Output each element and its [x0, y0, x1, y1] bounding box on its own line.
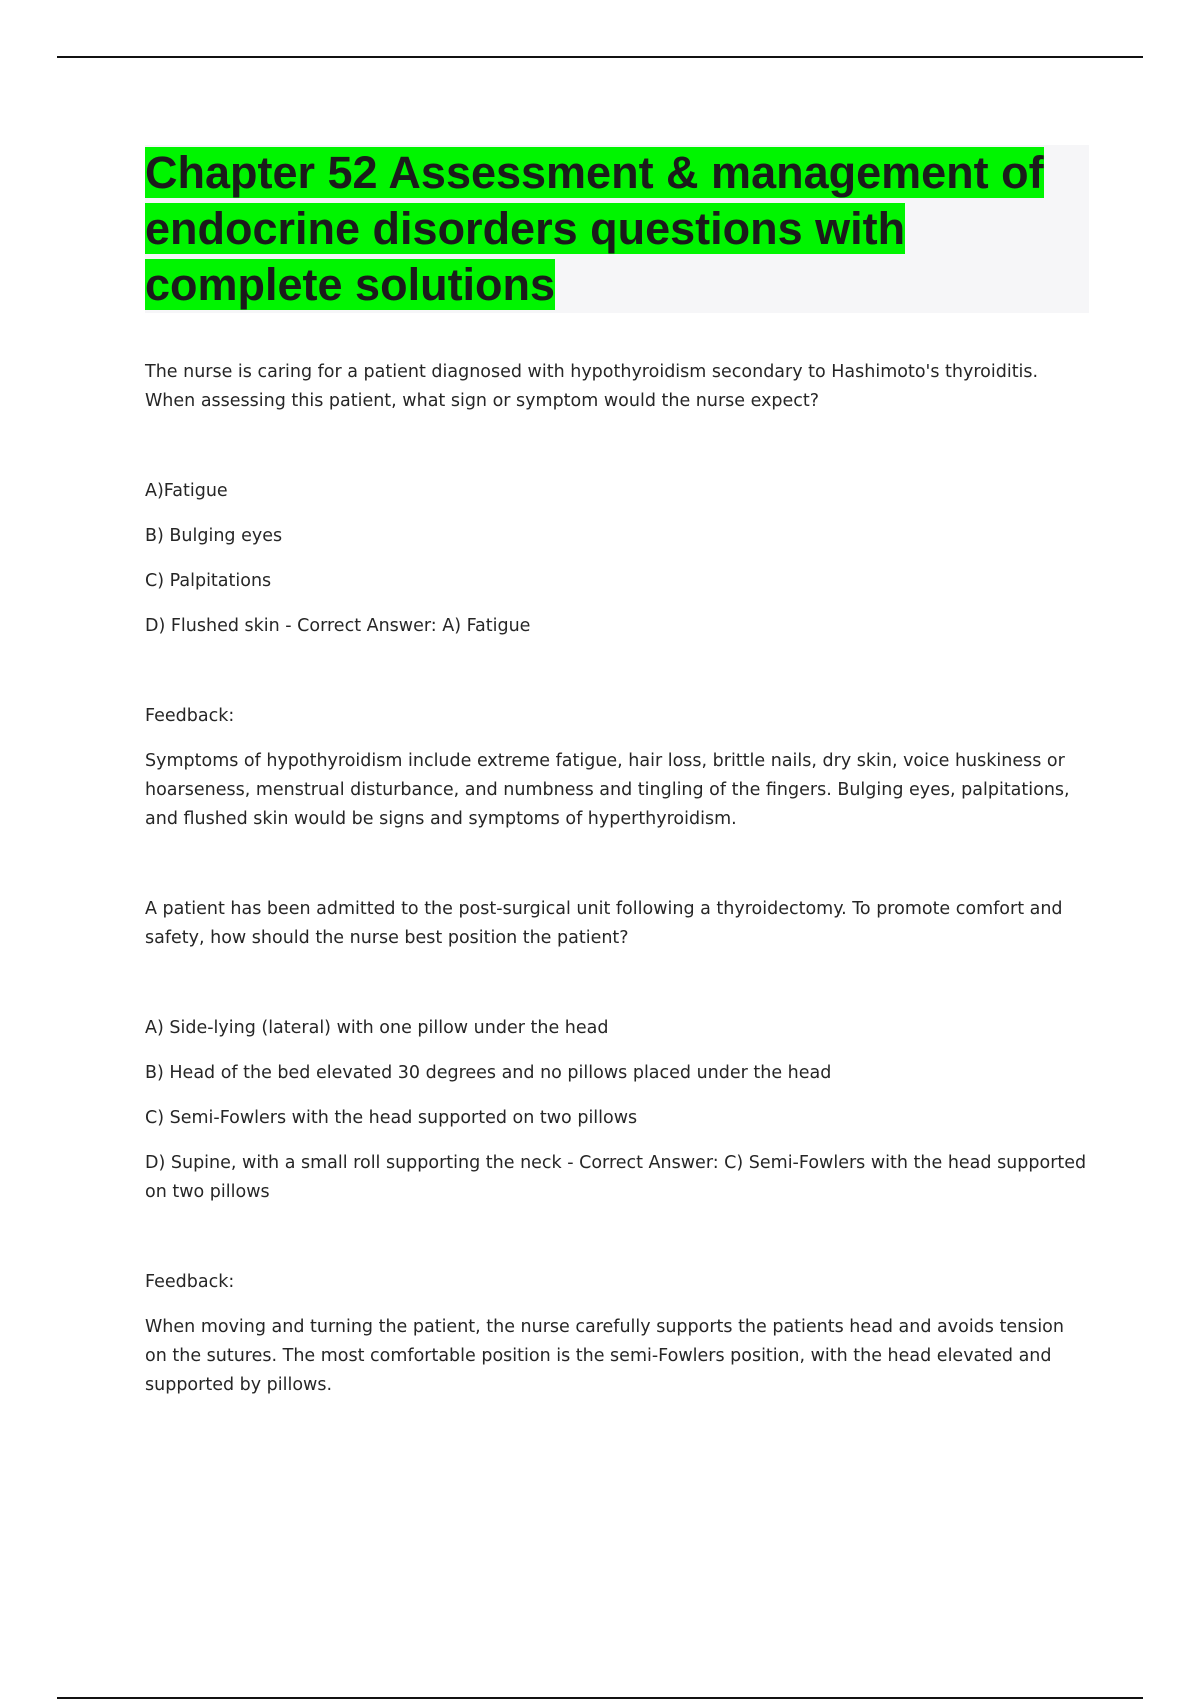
question-2-feedback-label: Feedback:: [145, 1272, 235, 1292]
question-1-option-d: D) Flushed skin - Correct Answer: A) Fatigue: [145, 616, 531, 636]
title-block: [145, 145, 1089, 313]
question-1-option-a: A)Fatigue: [145, 481, 228, 501]
question-1-option-c: C) Palpitations: [145, 571, 272, 591]
question-2-option-c: C) Semi-Fowlers with the head supported on two pillows: [145, 1108, 638, 1128]
question-2-option-a: A) Side-lying (lateral) with one pillow under the head: [145, 1018, 609, 1038]
question-2-option-d: D) Supine, with a small roll supporting the neck - Correct Answer: C) Semi-Fowlers with the head supported on two pillows: [145, 1153, 1087, 1202]
document-title-text: Chapter 52 Assessment & management of endocrine disorders questions with complete solutions: [145, 147, 1044, 310]
document-body: [145, 358, 1090, 1461]
bottom-rule: [57, 1697, 1143, 1699]
question-2-option-b: B) Head of the bed elevated 30 degrees and no pillows placed under the head: [145, 1063, 832, 1083]
question-1-feedback-text: Symptoms of hypothyroidism include extreme fatigue, hair loss, brittle nails, dry skin, voice huskiness or hoarseness, menstrual disturbance, and numbness and tingling of the fingers. Bulging eyes, palpitations, and flushed skin would be signs and symptoms of hyperthyroidism.: [145, 751, 1070, 829]
question-1-feedback-label: Feedback:: [145, 706, 235, 726]
question-1-text: The nurse is caring for a patient diagnosed with hypothyroidism secondary to Hashimoto's thyroiditis. When assessing this patient, what sign or symptom would the nurse expect?: [145, 362, 1039, 411]
document-title: [145, 145, 1089, 313]
question-2-feedback-text: When moving and turning the patient, the nurse carefully supports the patients head and avoids tension on the sutures. The most comfortable position is the semi-Fowlers position, with the head elevated and supported by pillows.: [145, 1317, 1064, 1395]
question-2-text: A patient has been admitted to the post-surgical unit following a thyroidectomy. To promote comfort and safety, how should the nurse best position the patient?: [145, 899, 1063, 948]
question-1-option-b: B) Bulging eyes: [145, 526, 283, 546]
top-rule: [57, 56, 1143, 58]
